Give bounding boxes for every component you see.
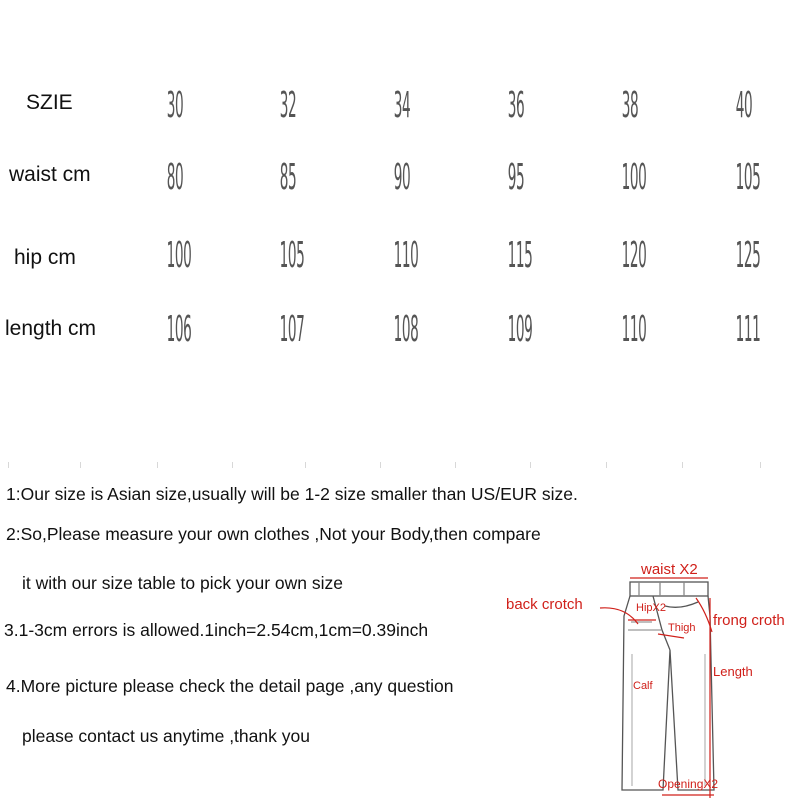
table-cell: 105 — [279, 235, 305, 276]
table-row-waist — [0, 157, 800, 230]
row-label: length cm — [5, 317, 97, 340]
pants-measurement-diagram — [500, 558, 800, 800]
label-front-crotch: frong croth — [713, 612, 785, 629]
table-cell: 105 — [735, 157, 761, 198]
label-waist: waist X2 — [641, 561, 698, 578]
table-cell: 100 — [166, 235, 192, 276]
table-cell: 34 — [393, 85, 411, 126]
note-4-continued: please contact us anytime ,thank you — [22, 726, 310, 746]
table-cell: 40 — [735, 85, 753, 126]
table-cell: 111 — [735, 309, 761, 350]
table-cell: 106 — [166, 309, 192, 350]
table-cell: 120 — [621, 235, 647, 276]
table-cell: 32 — [279, 85, 297, 126]
row-label: hip cm — [14, 246, 76, 269]
note-3: 3.1-3cm errors is allowed.1inch=2.54cm,1cm=0.39inch — [4, 620, 429, 640]
table-cell: 80 — [166, 157, 184, 198]
table-cell: 110 — [393, 235, 419, 276]
label-opening: OpeningX2 — [658, 777, 719, 791]
table-cell: 36 — [507, 85, 525, 126]
note-4: 4.More picture please check the detail page ,any question — [6, 676, 454, 696]
note-1: 1:Our size is Asian size,usually will be 1-2 size smaller than US/EUR size. — [6, 484, 578, 504]
table-cell: 100 — [621, 157, 647, 198]
row-label: SZIE — [26, 91, 73, 114]
table-cell: 115 — [507, 235, 533, 276]
table-cell: 125 — [735, 235, 761, 276]
table-cell: 38 — [621, 85, 639, 126]
table-cell: 95 — [507, 157, 525, 198]
table-row-hip — [0, 235, 800, 308]
note-2: 2:So,Please measure your own clothes ,Not your Body,then compare — [6, 524, 541, 544]
label-length: Length — [713, 664, 753, 679]
table-cell: 108 — [393, 309, 419, 350]
label-thigh: Thigh — [668, 622, 696, 634]
table-row-size — [0, 85, 800, 158]
size-table — [0, 70, 800, 370]
divider — [0, 462, 800, 463]
table-cell: 85 — [279, 157, 297, 198]
table-cell: 30 — [166, 85, 184, 126]
row-label: waist cm — [9, 163, 91, 186]
table-cell: 109 — [507, 309, 533, 350]
table-cell: 90 — [393, 157, 411, 198]
table-cell: 107 — [279, 309, 305, 350]
table-row-length — [0, 309, 800, 382]
table-cell: 110 — [621, 309, 647, 350]
pants-icon — [500, 558, 800, 800]
note-2-continued: it with our size table to pick your own size — [22, 573, 343, 593]
label-calf: Calf — [633, 680, 653, 692]
label-hip: HipX2 — [636, 602, 666, 614]
label-back-crotch: back crotch — [506, 596, 583, 613]
